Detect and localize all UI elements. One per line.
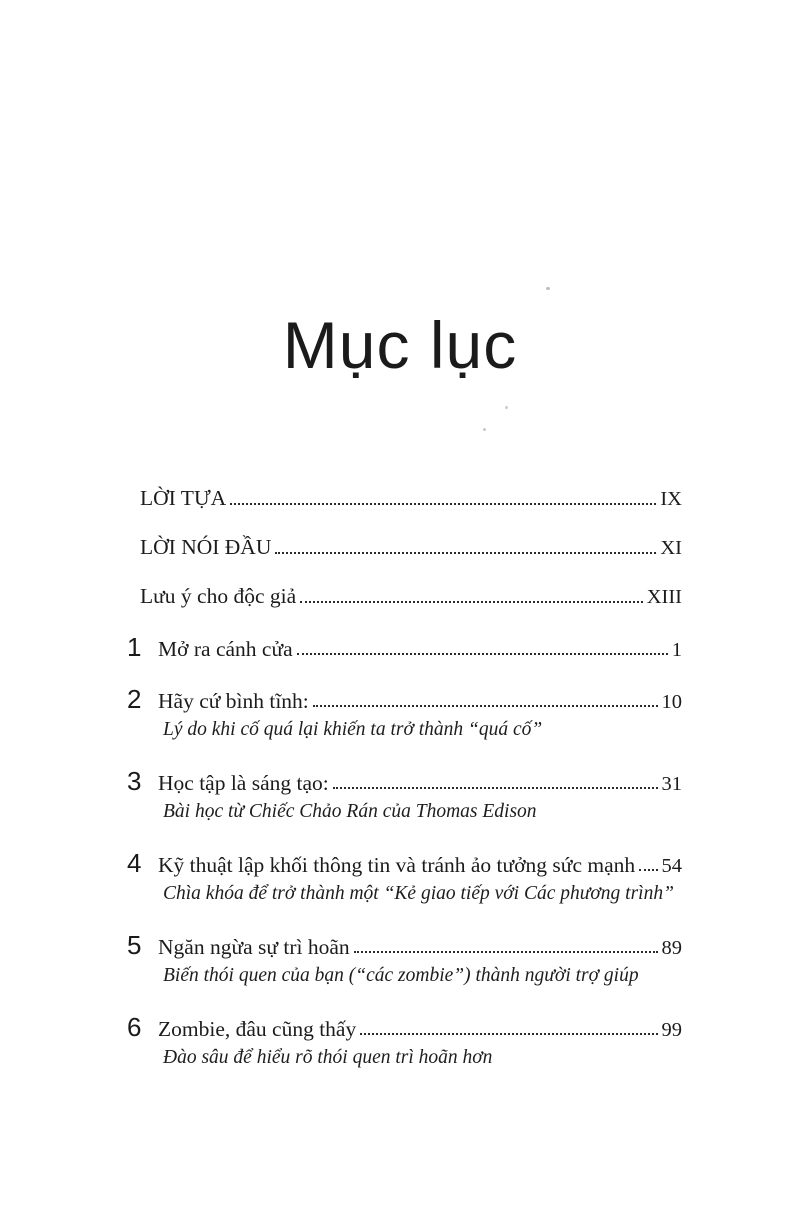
toc-chapter-entry — [127, 931, 682, 989]
toc-front-list — [127, 485, 682, 609]
toc-front-row — [127, 583, 682, 609]
toc-chapter-entry — [127, 633, 682, 661]
chapter-number: 2 — [127, 684, 142, 714]
chapter-page: 99 — [661, 1019, 682, 1041]
toc-chapter-row — [127, 685, 682, 713]
chapter-page: 1 — [671, 639, 682, 661]
toc-entry-page: IX — [660, 488, 682, 510]
chapter-page: 31 — [661, 773, 682, 795]
chapter-subtitle: Chìa khóa để trở thành một “Kẻ giao tiếp với Các phương trình” — [163, 883, 674, 904]
dot-leader — [313, 705, 658, 707]
chapter-number: 3 — [127, 766, 142, 796]
dot-leader — [354, 951, 658, 953]
table-of-contents — [127, 485, 682, 1071]
toc-entry-page: XIII — [646, 586, 682, 608]
scan-speck — [546, 287, 550, 290]
toc-chapter-row — [127, 1013, 682, 1041]
dot-leader — [297, 653, 668, 655]
toc-entry-page: XI — [660, 537, 682, 559]
chapter-title: Hãy cứ bình tĩnh: — [158, 689, 309, 713]
dot-leader — [333, 787, 658, 789]
chapter-title: Kỹ thuật lập khối thông tin và tránh ảo tưởng sức mạnh — [158, 853, 636, 877]
toc-chapter-row — [127, 633, 682, 661]
chapter-subtitle: Đào sâu để hiểu rõ thói quen trì hoãn hơn — [163, 1047, 493, 1068]
chapter-title: Học tập là sáng tạo: — [158, 771, 329, 795]
chapter-number: 4 — [127, 848, 142, 878]
dot-leader — [360, 1033, 657, 1035]
toc-entry-label: LỜI NÓI ĐẦU — [140, 535, 272, 559]
chapter-title: Zombie, đâu cũng thấy — [158, 1017, 357, 1041]
toc-entry-label: LỜI TỰA — [140, 486, 227, 510]
scan-speck — [483, 428, 486, 431]
chapter-subtitle: Bài học từ Chiếc Chảo Rán của Thomas Edison — [163, 801, 537, 822]
toc-chapter-entry — [127, 767, 682, 825]
chapter-number: 6 — [127, 1012, 142, 1042]
chapter-number: 1 — [127, 632, 142, 662]
dot-leader — [275, 552, 656, 554]
toc-front-row — [127, 485, 682, 511]
chapter-number: 5 — [127, 930, 142, 960]
dot-leader — [230, 503, 656, 505]
chapter-subtitle: Biến thói quen của bạn (“các zombie”) thành người trợ giúp — [163, 965, 639, 986]
chapter-title: Mở ra cánh cửa — [158, 637, 293, 661]
toc-chapter-row — [127, 849, 682, 877]
chapter-page: 89 — [661, 937, 682, 959]
chapter-page: 10 — [661, 691, 682, 713]
dot-leader — [639, 869, 657, 871]
chapter-page: 54 — [661, 855, 682, 877]
toc-chapter-entry — [127, 685, 682, 743]
dot-leader — [300, 601, 643, 603]
toc-chapter-entry — [127, 849, 682, 907]
toc-chapter-row — [127, 931, 682, 959]
scan-speck — [505, 406, 508, 409]
page-title: Mục lục — [282, 308, 518, 382]
chapter-title: Ngăn ngừa sự trì hoãn — [158, 935, 350, 959]
toc-chapter-row — [127, 767, 682, 795]
toc-front-row — [127, 534, 682, 560]
chapter-subtitle: Lý do khi cố quá lại khiến ta trở thành “quá cố” — [163, 719, 543, 740]
toc-chapter-entry — [127, 1013, 682, 1071]
toc-chapter-list — [127, 633, 682, 1071]
toc-entry-label: Lưu ý cho độc giả — [140, 584, 297, 608]
